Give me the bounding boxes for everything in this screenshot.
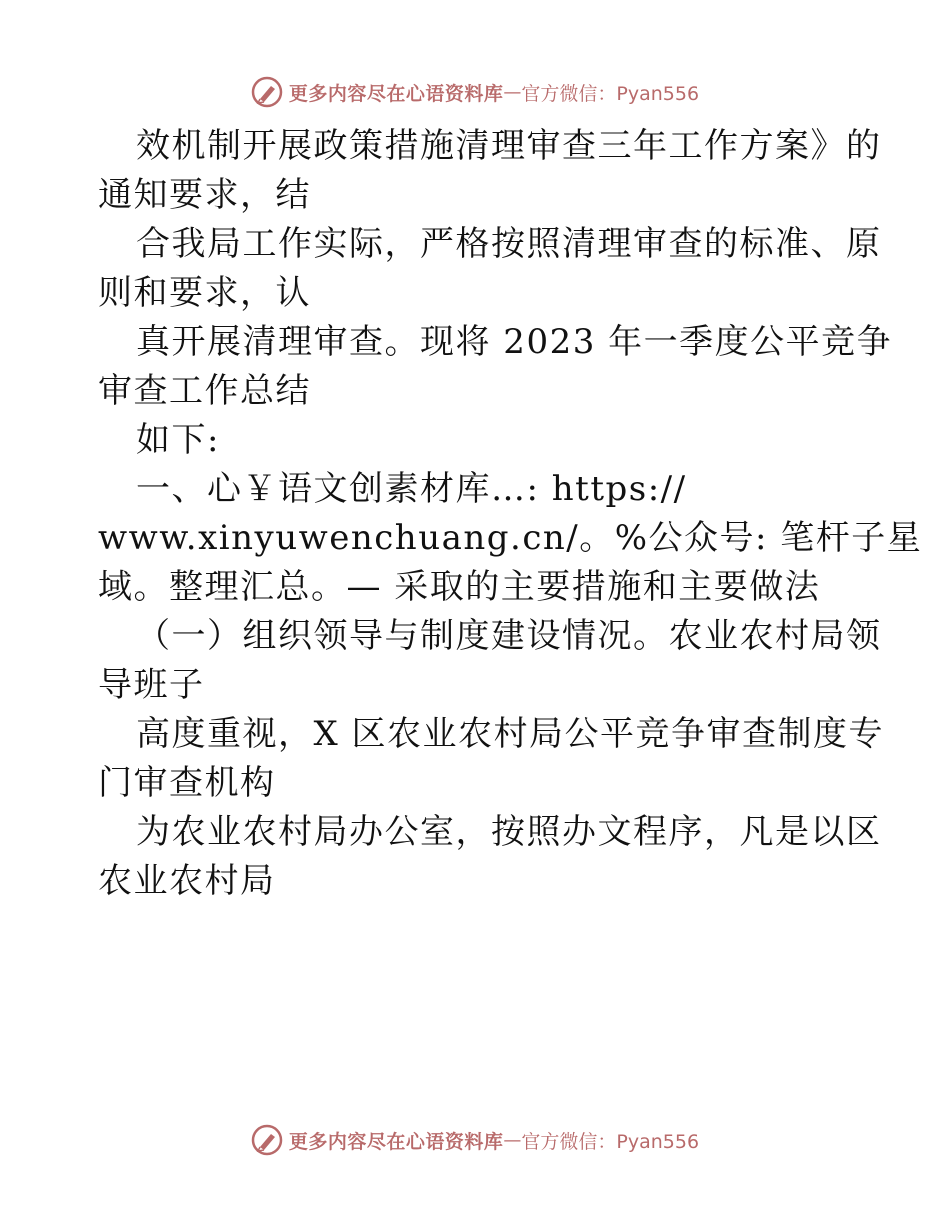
watermark-wechat: 官方微信：Pyan556 [521,1130,700,1153]
body-line: 为农业农村局办公室，按照办文程序，凡是以区 [136,812,882,852]
body-line: 合我局工作实际，严格按照清理审查的标准、原 [136,224,882,264]
watermark-separator: — [503,81,522,103]
body-line: 审查工作总结 [98,371,311,411]
watermark-wechat: 官方微信：Pyan556 [521,82,700,105]
body-line: 通知要求，结 [98,175,311,215]
body-line: 真开展清理审查。现将 2023 年一季度公平竞争 [136,322,893,362]
body-line: 域。整理汇总。— 采取的主要措施和主要做法 [98,567,821,607]
body-line: 门审查机构 [98,763,276,803]
watermark-separator: — [503,1129,522,1151]
watermark-brand: 更多内容尽在心语资料库 [288,82,504,105]
body-line: 农业农村局 [98,861,276,901]
body-line: 一、心￥语文创素材库…: https:// [136,469,687,509]
document-body [98,122,923,906]
watermark-brand: 更多内容尽在心语资料库 [288,1130,504,1153]
header-watermark [0,72,950,112]
body-line: 高度重视，X 区农业农村局公平竞争审查制度专 [136,714,885,754]
body-line: www.xinyuwenchuang.cn/。%公众号: 笔杆子星 [98,518,923,558]
body-line: （一）组织领导与制度建设情况。农业农村局领 [136,616,882,656]
footer-watermark [0,1120,950,1160]
pen-logo-icon [251,76,283,108]
body-line: 效机制开展政策措施清理审查三年工作方案》的 [136,126,882,166]
pen-logo-icon [251,1124,283,1156]
body-line: 则和要求，认 [98,273,311,313]
body-line: 导班子 [98,665,205,705]
body-line: 如下: [136,420,220,460]
